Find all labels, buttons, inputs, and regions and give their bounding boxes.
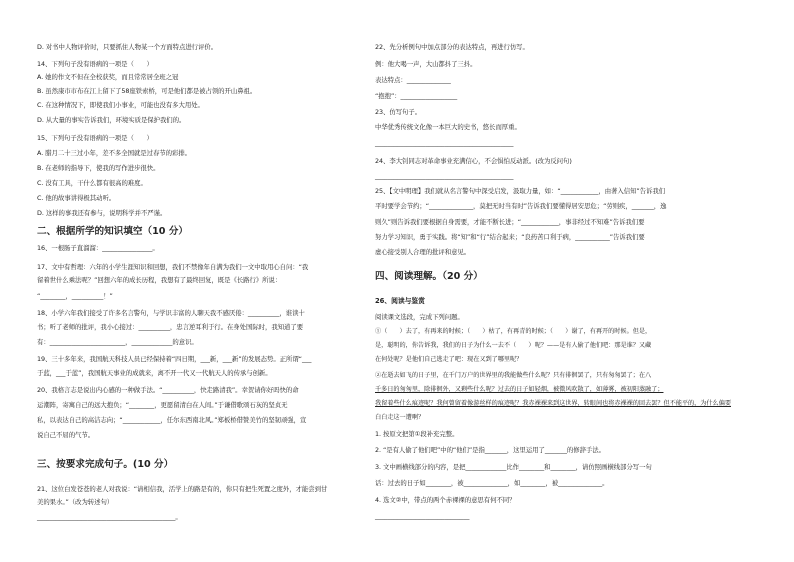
text-line: ____________________________________________ (375, 172, 514, 180)
text-line: 有：________________________，_____________的意识。 (37, 338, 198, 346)
text-line: 16、一根肠子直溜溜：________________。 (37, 244, 159, 252)
text-line: 说自己不屈的气节。 (37, 431, 95, 439)
text-line: 于蓝，___于蓝”，我国航天事业的成就来，离不开一代又一代航天人的传承与创新。 (37, 369, 272, 377)
section-heading: 四、阅读理解。（20 分） (375, 271, 483, 282)
question-line: ______________________________ (375, 512, 470, 520)
text-line: A. 腊月二十三过小年，差不多全国就是过春节的彩排。 (37, 149, 192, 157)
text-line: 中华优秀传统文化像一本巨大的史书，悠长而厚重。 (375, 123, 521, 131)
text-line: B. 在老师的指导下，使我的写作进步很快。 (37, 164, 160, 172)
text-line: 留着世什么乘法呢？”回想六年的成长历程，我想有了最终回复，既是《长路行》所说： (37, 276, 282, 284)
text-line: 22、先分析例句中加点部分的表达特点，再进行仿写。 (375, 43, 529, 51)
text-line: 阅读课文选段，完成下列问题。 (375, 313, 464, 321)
text-line: A. 她的作文不但在全校获奖，而且常常居全班之冠 (37, 73, 179, 81)
reading-passage-line: 在何处呢？是他们自己逃走了吧：现在又到了哪里呢？ (375, 356, 523, 363)
section-heading: 三、按要求完成句子。(10 分） (37, 459, 174, 470)
text-line: 23、仿写句子。 (375, 108, 422, 116)
text-line: 26、阅读与鉴赏 (375, 297, 425, 305)
text-line: C. 他的故事讲得极其动听。 (37, 194, 116, 202)
text-line: 书；听了老师的批评，我小心接过：__________，忠言逆耳利于行。在身处国际时，我知道了要 (37, 323, 304, 331)
reading-passage-line: 是，聪明的，你告诉我，我们的日子为什么一去不（ ）呢？——是有人偷了他们吧：那是谁？又藏 (375, 342, 652, 349)
text-line: C. 没有工具，干什么都有很高的难度。 (37, 179, 147, 187)
section-heading: 二、根据所学的知识填空（10 分） (37, 226, 189, 237)
text-line: 17、文中有哲理：六年的小学生涯知识和回想，我们不禁像年自满为我们一文中取用心自问：“我 (37, 263, 309, 271)
reading-passage-line: 我留着些什么痕迹呢？我何曾留着像游丝样的痕迹呢？我赤裸裸来到这世界，转眼间也将赤裸裸的回去罢？但不能平的，为什么偏要 (375, 400, 731, 407)
text-line: D. 对书中人物评价时，只要抓住人物某一个方面特点进行评价。 (37, 43, 218, 51)
text-line: 18、小学六年我们接受了许多名言警句，与学识丰富的人聊天我不感厌倦：__________，谁读十 (37, 309, 305, 317)
text-line: C. 在这种情况下，即使我们小事业，可能也没有多大用处。 (37, 101, 204, 109)
text-line: 平时要学会节约；“______________，莫把无时当有时”告诉我们要懂得居安思危；“劳则疾，_______，逸 (375, 202, 667, 210)
text-line: 21、这位白发苍苍的老人对我说：“请相信我，活学上的路是有的，你只有把生死置之度外，才能尝到甘 (37, 485, 328, 493)
text-line: 表达特点：______________ (375, 76, 451, 84)
text-line: ____________________________________________ (375, 139, 514, 147)
text-line: 24、李大钊同志对革命事业充满信心，不会惧怕反动派。(改为反问句) (375, 157, 572, 165)
reading-passage-line: 白白走这一遭啊？ (375, 414, 425, 421)
text-line: 15、下列句子没有语病的一项是（ ） (37, 134, 153, 142)
question-line: 3. 文中画横线部分的内容，是把_____________比作________和________，请仿照画横线部分写一句 (375, 463, 652, 471)
reading-passage-line: ②在逝去如飞的日子里，在千门万户的世界里的我能做些什么呢？只有徘徊罢了，只有匆匆罢了；在八 (375, 372, 652, 379)
text-line: 25、【文中明理】我们就从名言警句中深受启发，汲取力量，如：“____________，由著入信知”告诉我们 (375, 187, 666, 195)
reading-passage-line: ①（ ）去了，有再来的时候；（ ）枯了，有再青的时候；（ ）谢了，有再开的时候。但是， (375, 328, 652, 335)
text-line: 运潮阵，寄寓自己的远大抱负；“________，更愿留清白在人间。”于谦借歌颂石灰的坚贞无 (37, 401, 288, 409)
text-line: 私，以表达自己的高洁志向；“____________，任尔东西南北风。”郑板桥借赞美竹的坚韧顽强，宣 (37, 416, 307, 424)
text-line: D. 这样的事我还有参与，说明科学并不严谨。 (37, 209, 167, 217)
text-line: 19、三十多年来，我国航天科技人员已经保持着“四日期，___新，___新”的发展态势。正所谓“___ (37, 355, 312, 363)
question-line: 4. 选文②中，带点的两个赤裸裸的意思有何不同？ (375, 496, 516, 504)
text-line: D. 从大量的事实告诉我们，环境实质是保护我们的。 (37, 116, 186, 124)
question-line: 话：过去的日子如________，被______________，如________，被______________。 (375, 479, 609, 487)
text-line: “抱抱”：__________________ (375, 92, 458, 100)
text-line: 20、我格言志是说出内心感的一种做手法。“__________，快走路清我”。幸贺请你好吗快的命 (37, 386, 299, 394)
text-line: 则久”则告诉我们要根据自身需要，才能不断长进；“____________，事非经过不知难”告诉我们要 (375, 218, 645, 226)
text-line: 虚心接受别人合理的批评和意见。 (375, 248, 471, 256)
question-line: 2. “是有人偷了他们吧”中的“他们”是指_______，这里运用了_______的修辞手法。 (375, 446, 605, 454)
text-line: 美的果水。”（改为转述句） (37, 498, 114, 506)
text-line: “________，__________！” (37, 292, 113, 300)
text-line: 14、下列句子没有语病的一项是（ ） (37, 60, 153, 68)
text-line: B. 虽然康市市布在江上留下了58座铁索桥，可是他们都是被占领的开山鼻祖。 (37, 87, 257, 95)
question-line: 1. 按原文把第①段补充完整。 (375, 430, 459, 438)
reading-passage-line: 千多日的匆匆里，除徘徊外，又剩些什么呢？过去的日子如轻烟，被微风吹散了，如薄雾，被初阳蒸融了； (375, 386, 664, 393)
text-line: 例：他大喝一声，大山都抖了三抖。 (375, 60, 477, 68)
text-line: ____________________________________________。 (37, 513, 182, 521)
text-line: 努力学习知识，勇于实践。将“知”和“行”结合起来；“良药苦口利于病，___________”告诉我们要 (375, 233, 645, 241)
